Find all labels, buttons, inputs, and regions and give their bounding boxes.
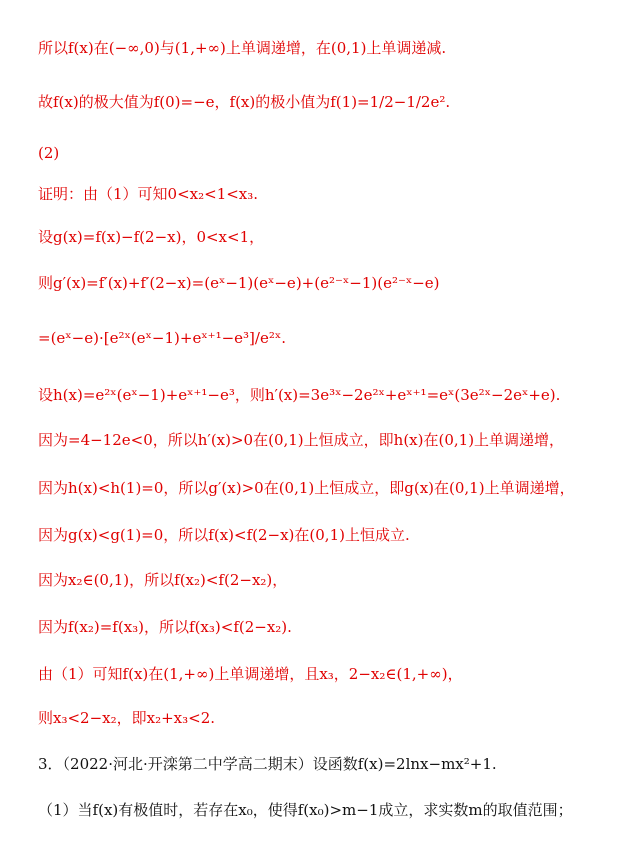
text-line-13: 因为f(x₂)=f(x₃)，所以f(x₃)<f(2−x₂). [38, 618, 292, 636]
text-line-3: (2) [38, 144, 60, 162]
text-line-6: 则g′(x)=f′(x)+f′(2−x)=(eˣ−1)(eˣ−e)+(e²⁻ˣ−1)(e²⁻ˣ−e) [38, 274, 440, 292]
text-line-14: 由（1）可知f(x)在(1,+∞)上单调递增，且x₃，2−x₂∈(1,+∞)， [38, 665, 463, 683]
text-line-7: =(eˣ−e)·[e²ˣ(eˣ−1)+eˣ⁺¹−e³]/e²ˣ. [38, 329, 286, 347]
text-line-2: 故f(x)的极大值为f(0)=−e，f(x)的极小值为f(1)=1/2−1/2e². [38, 93, 451, 111]
text-line-15: 则x₃<2−x₂，即x₂+x₃<2. [38, 709, 216, 727]
text-line-9: 因为=4−12e<0，所以h′(x)>0在(0,1)上恒成立，即h(x)在(0,1)上单调递增， [38, 431, 565, 449]
question-3-title: 3．（2022·河北·开滦第二中学高二期末）设函数f(x)=2lnx−mx²+1. [38, 755, 497, 773]
text-line-11: 因为g(x)<g(1)=0，所以f(x)<f(2−x)在(0,1)上恒成立. [38, 526, 410, 544]
question-3-part-1: （1）当f(x)有极值时，若存在x₀，使得f(x₀)>m−1成立，求实数m的取值范围； [38, 801, 573, 819]
text-line-8: 设h(x)=e²ˣ(eˣ−1)+eˣ⁺¹−e³，则h′(x)=3e³ˣ−2e²ˣ+eˣ⁺¹=eˣ(3e²ˣ−2eˣ+e). [38, 386, 561, 404]
text-line-5: 设g(x)=f(x)−f(2−x)，0<x<1， [38, 228, 265, 246]
text-line-4: 证明：由（1）可知0<x₂<1<x₃. [38, 185, 259, 203]
text-line-12: 因为x₂∈(0,1)，所以f(x₂)<f(2−x₂)， [38, 571, 288, 589]
text-line-10: 因为h(x)<h(1)=0，所以g′(x)>0在(0,1)上恒成立，即g(x)在(0,1)上单调递增， [38, 479, 575, 497]
text-line-1: 所以f(x)在(−∞,0)与(1,+∞)上单调递增，在(0,1)上单调递减. [38, 39, 447, 57]
